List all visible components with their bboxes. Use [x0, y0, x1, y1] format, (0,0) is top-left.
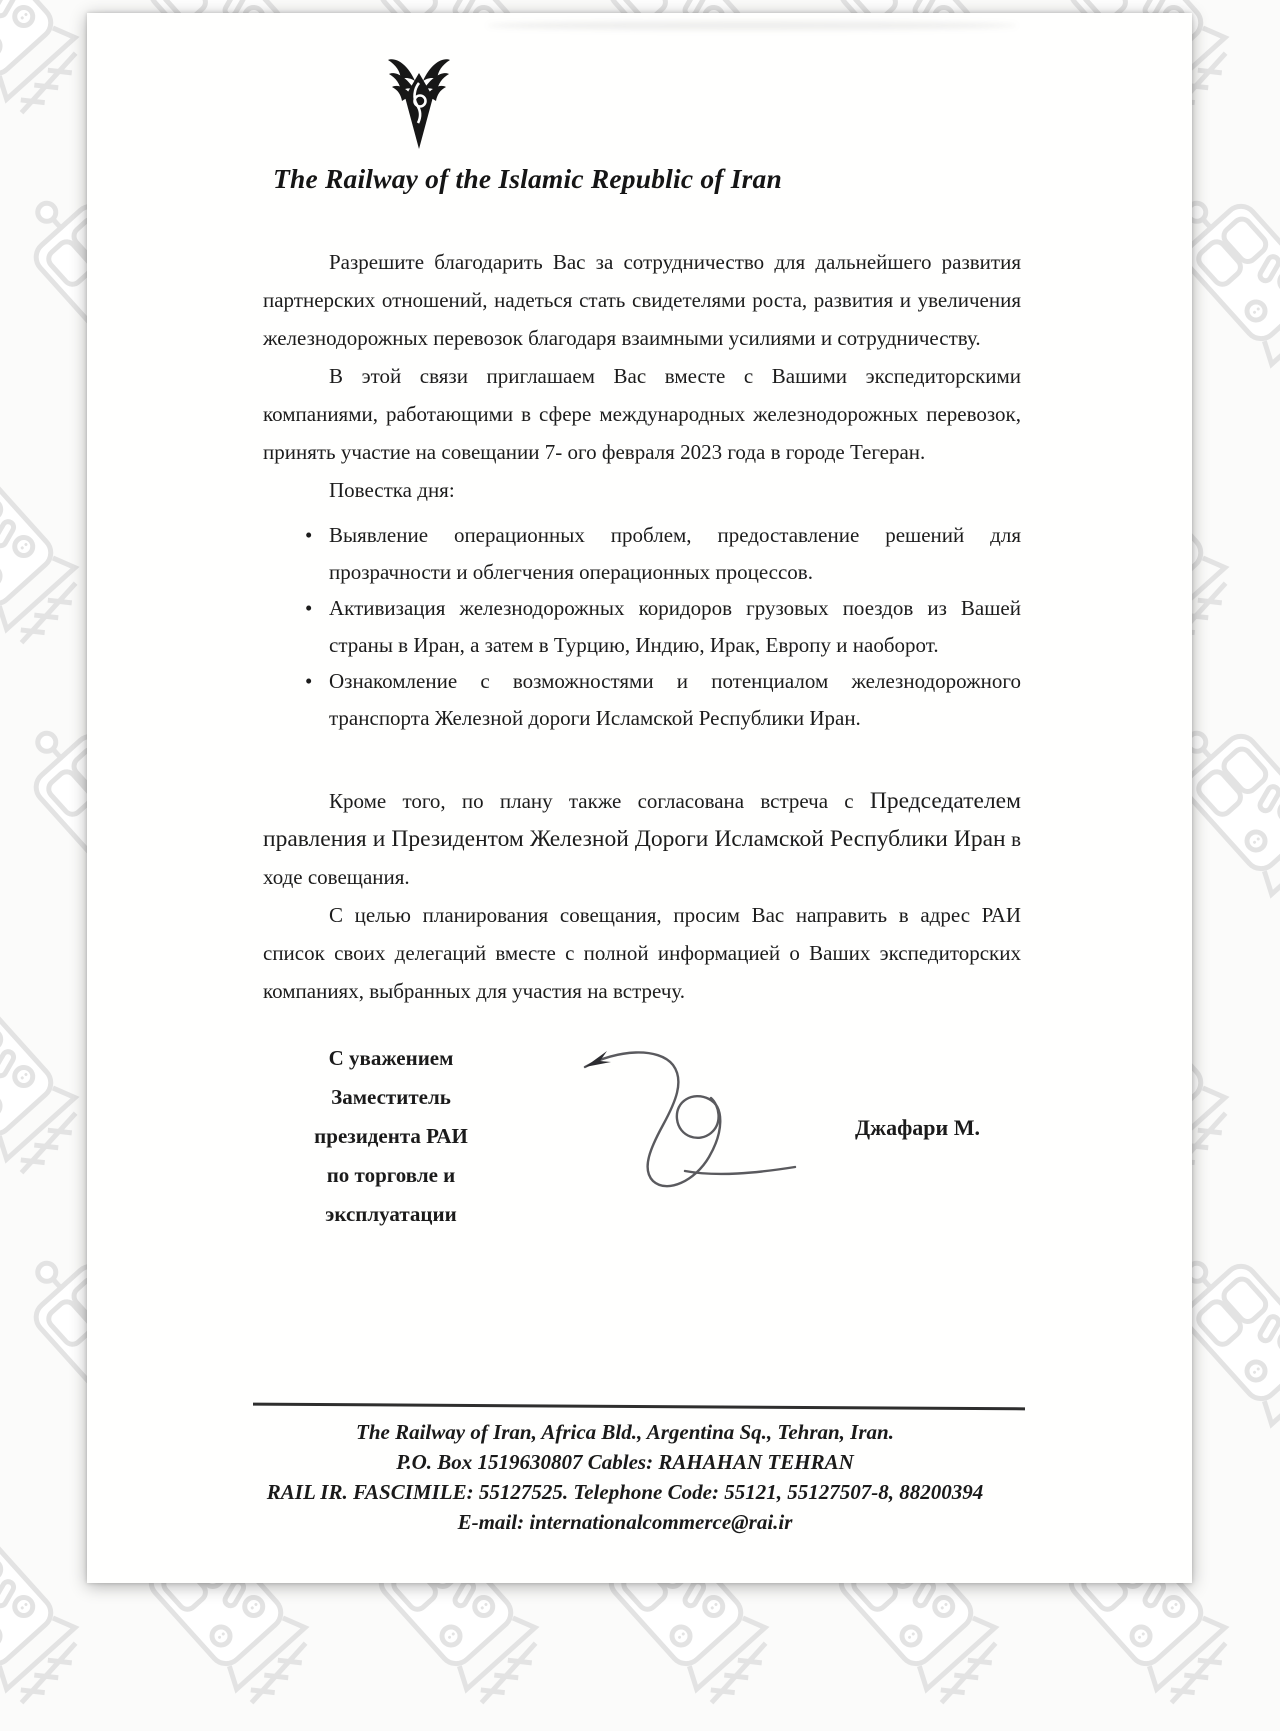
- signature-regards: С уважением: [285, 1039, 497, 1078]
- train-watermark-icon: [1255, 0, 1280, 141]
- letter-body: [263, 243, 1021, 1010]
- signature-role-line-2: по торговле и эксплуатации: [285, 1156, 497, 1234]
- agenda-item-3: • Ознакомление с возможностями и потенциалом железнодорожного транспорта Железной дороги Исламской Республики Иран.: [329, 663, 1021, 736]
- paragraph-3-prefix: Кроме того, по плану также согласована встреча с: [329, 789, 870, 813]
- paragraph-3-suffix: в ходе совещания.: [263, 827, 1021, 889]
- letter-paragraph-4: С целью планирования совещания, просим Вас направить в адрес РАИ список своих делегаций вместе с полной информацией о Ваших экспедиторских компаниях, выбранных для участия на встречу.: [263, 896, 1021, 1010]
- train-watermark-icon: [1255, 424, 1280, 671]
- footer-email: E-mail: internationalcommerce@rai.ir: [227, 1507, 1023, 1537]
- handwritten-signature: [573, 1041, 808, 1201]
- footer-pobox: P.O. Box 1519630807 Cables: RAHAHAN TEHRAN: [227, 1447, 1023, 1477]
- letter-page: [87, 13, 1192, 1583]
- agenda-heading: Повестка дня:: [263, 471, 1021, 509]
- signature-role-line-1: Заместитель президента РАИ: [285, 1078, 497, 1156]
- letter-paragraph-1: Разрешите благодарить Вас за сотрудничество для дальнейшего развития партнерских отношений, надеться стать свидетелями роста, развития и увеличения железнодорожных перевозок благодаря взаимными усилиями и сотрудничеству.: [263, 243, 1021, 357]
- footer-separator: [253, 1403, 1025, 1411]
- agenda-item-1: • Выявление операционных проблем, предоставление решений для прозрачности и облегчения операционных процессов.: [329, 517, 1021, 590]
- signer-name: Джафари М.: [855, 1115, 980, 1141]
- train-watermark-icon: [1255, 954, 1280, 1201]
- letter-paragraph-2: В этой связи приглашаем Вас вместе с Вашими экспедиторскими компаниями, работающими в сфере международных железнодорожных перевозок, принять участие на совещании 7- ого февраля 2023 года в городе Тегеран.: [263, 357, 1021, 471]
- signature-block: [285, 1039, 497, 1234]
- rai-wings-emblem-icon: [387, 57, 451, 151]
- paragraph-3-emphasis: Председателем правления и Президентом Железной Дороги Исламской Республики Иран: [263, 788, 1021, 852]
- scan-artifact: [487, 21, 1017, 30]
- agenda-list: [263, 517, 1021, 736]
- footer-address: The Railway of Iran, Africa Bld., Argentina Sq., Tehran, Iran.: [227, 1417, 1023, 1447]
- letter-footer: [227, 1417, 1023, 1537]
- letter-paragraph-3: [263, 782, 1021, 896]
- agenda-item-2: • Активизация железнодорожных коридоров грузовых поездов из Вашей страны в Иран, а затем в Турцию, Индию, Ирак, Европу и наоборот.: [329, 590, 1021, 663]
- footer-phone: RAIL IR. FASCIMILE: 55127525. Telephone Code: 55121, 55127507-8, 88200394: [227, 1477, 1023, 1507]
- train-watermark-icon: [1255, 1484, 1280, 1731]
- page-title: The Railway of the Islamic Republic of Iran: [273, 163, 1033, 195]
